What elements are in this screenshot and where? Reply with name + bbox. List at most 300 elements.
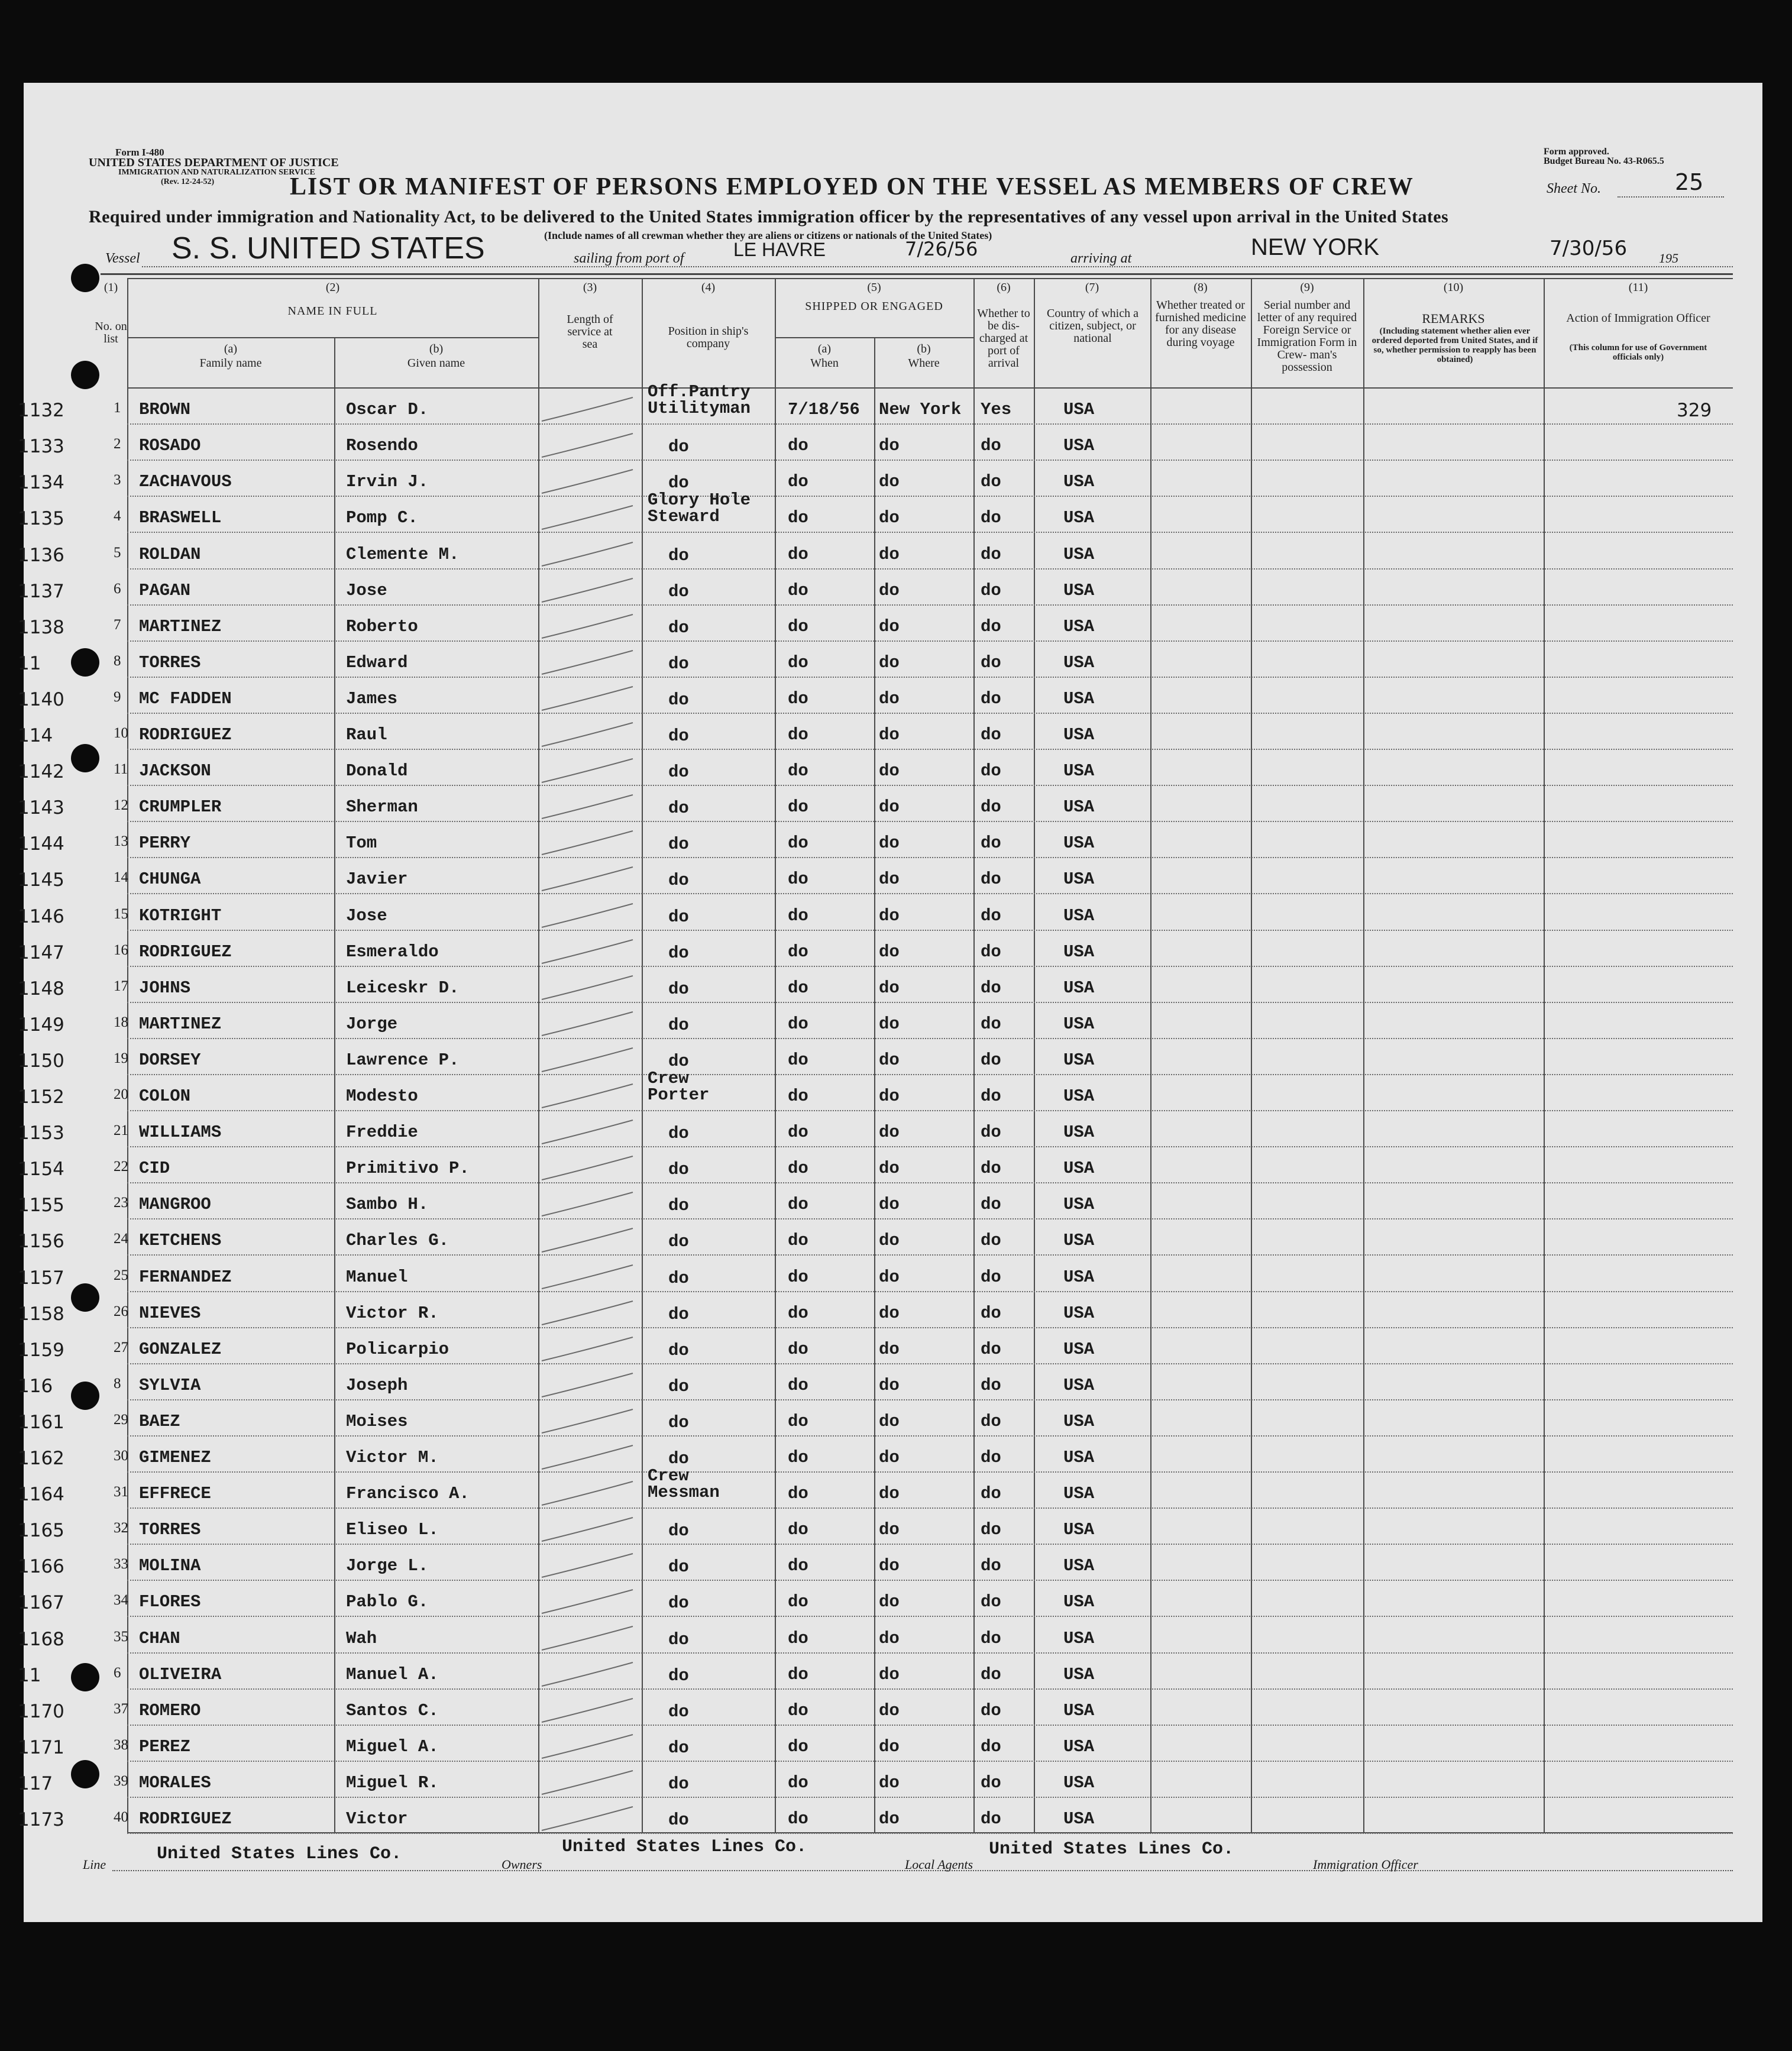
- service-length-mark: [538, 1766, 642, 1801]
- position: do: [668, 690, 689, 710]
- position: do: [668, 834, 689, 855]
- shipped-when: 7/18/56: [788, 400, 860, 420]
- list-number-handwritten: 1142: [18, 761, 64, 783]
- shipped-when: do: [788, 1339, 808, 1359]
- family-name: ROLDAN: [139, 544, 201, 564]
- given-name: Eliseo L.: [346, 1520, 439, 1540]
- line-number: 27: [114, 1339, 128, 1356]
- position: do: [668, 1051, 689, 1071]
- footer-agents-value: United States Lines Co.: [989, 1839, 1234, 1859]
- row-divider: [127, 1652, 1733, 1654]
- position: Steward: [648, 507, 720, 527]
- service-length-mark: [538, 1513, 642, 1548]
- shipped-where: do: [879, 1267, 900, 1287]
- position: do: [668, 654, 689, 674]
- country: USA: [1063, 978, 1095, 998]
- service-length-mark: [538, 1369, 642, 1404]
- line-number: 6: [114, 1664, 121, 1681]
- row-divider: [127, 568, 1733, 570]
- line-number: 31: [114, 1484, 128, 1500]
- shipped-where: do: [879, 1448, 900, 1467]
- family-name: BROWN: [139, 400, 191, 420]
- position: do: [668, 762, 689, 782]
- country: USA: [1063, 797, 1095, 817]
- line-number: 5: [114, 544, 121, 561]
- shipped-when: do: [788, 652, 808, 672]
- country: USA: [1063, 1411, 1095, 1431]
- col7-number: (7): [1085, 281, 1099, 294]
- col10-header: REMARKS: [1422, 311, 1485, 326]
- list-number-handwritten: 1135: [18, 508, 64, 530]
- shipped-where: do: [879, 1159, 900, 1179]
- position: do: [668, 617, 689, 638]
- line-number: 30: [114, 1448, 128, 1464]
- binder-hole: [71, 1382, 99, 1410]
- family-name: NIEVES: [139, 1303, 201, 1323]
- line-number: 8: [114, 652, 121, 669]
- given-name: Manuel A.: [346, 1664, 439, 1684]
- shipped-where: do: [879, 688, 900, 709]
- service-length-mark: [538, 1730, 642, 1765]
- position: do: [668, 1376, 689, 1396]
- family-name: BAEZ: [139, 1411, 180, 1431]
- footer-officer-label: Immigration Officer: [1313, 1857, 1418, 1872]
- list-number-handwritten: 1155: [18, 1195, 64, 1217]
- arriving-label: arriving at: [1070, 251, 1132, 266]
- shipped-when: do: [788, 833, 808, 853]
- line-number: 4: [114, 508, 121, 525]
- discharged: do: [981, 942, 1001, 962]
- col9-number: (9): [1300, 281, 1314, 294]
- country: USA: [1063, 652, 1095, 672]
- service-length-mark: [538, 1658, 642, 1693]
- family-name: EFFRECE: [139, 1484, 211, 1504]
- discharged: do: [981, 544, 1001, 564]
- service-length-mark: [538, 790, 642, 826]
- list-number-handwritten: 1165: [18, 1520, 64, 1542]
- discharged: do: [981, 616, 1001, 636]
- list-number-handwritten: 1157: [18, 1267, 64, 1289]
- row-divider: [127, 1182, 1733, 1183]
- service-length-mark: [538, 1441, 642, 1476]
- shipped-where: do: [879, 1772, 900, 1793]
- shipped-where: do: [879, 436, 900, 456]
- country: USA: [1063, 1809, 1095, 1829]
- shipped-where: do: [879, 544, 900, 564]
- list-number-handwritten: 1147: [18, 942, 64, 963]
- discharged: do: [981, 1592, 1001, 1612]
- country: USA: [1063, 1736, 1095, 1756]
- country: USA: [1063, 1122, 1095, 1143]
- row-divider: [127, 1002, 1733, 1003]
- position: do: [668, 1774, 689, 1794]
- country: USA: [1063, 400, 1095, 420]
- list-number-handwritten: 116: [18, 1375, 53, 1397]
- line-number: 15: [114, 905, 128, 922]
- shipped-when: do: [788, 1736, 808, 1756]
- shipped-when: do: [788, 1484, 808, 1504]
- service-length-mark: [538, 610, 642, 645]
- family-name: COLON: [139, 1086, 191, 1106]
- given-name: Victor: [346, 1809, 408, 1829]
- row-divider: [127, 713, 1733, 714]
- shipped-when: do: [788, 725, 808, 745]
- shipped-where: do: [879, 1628, 900, 1648]
- given-name: Esmeraldo: [346, 942, 439, 962]
- country: USA: [1063, 1014, 1095, 1034]
- country: USA: [1063, 725, 1095, 745]
- col2b-letter: (b): [429, 342, 444, 355]
- service-length-mark: [538, 1549, 642, 1584]
- list-number-handwritten: 1146: [18, 905, 64, 927]
- row-divider: [127, 1218, 1733, 1219]
- line-number: 16: [114, 942, 128, 958]
- shipped-when: do: [788, 544, 808, 564]
- row-divider: [127, 1254, 1733, 1256]
- sheet-number: 25: [1675, 169, 1704, 195]
- country: USA: [1063, 1628, 1095, 1648]
- discharged: do: [981, 1484, 1001, 1504]
- shipped-where: do: [879, 1592, 900, 1612]
- discharged: do: [981, 797, 1001, 817]
- shipped-when: do: [788, 580, 808, 600]
- list-number-handwritten: 1148: [18, 978, 64, 999]
- shipped-where: do: [879, 725, 900, 745]
- family-name: TORRES: [139, 652, 201, 672]
- service-length-mark: [538, 1477, 642, 1512]
- list-number-handwritten: 114: [18, 725, 53, 746]
- list-number-handwritten: 1158: [18, 1303, 64, 1325]
- shipped-where: do: [879, 1014, 900, 1034]
- col5a-letter: (a): [817, 342, 832, 355]
- line-number: 2: [114, 436, 121, 452]
- country: USA: [1063, 1664, 1095, 1684]
- line-number: 18: [114, 1014, 128, 1030]
- row-divider: [127, 1074, 1733, 1075]
- shipped-where: do: [879, 942, 900, 962]
- position: do: [668, 1015, 689, 1035]
- col3-number: (3): [583, 281, 597, 294]
- country: USA: [1063, 616, 1095, 636]
- department-line: UNITED STATES DEPARTMENT OF JUSTICE: [89, 156, 339, 169]
- list-number-handwritten: 1133: [18, 436, 64, 458]
- discharged: do: [981, 652, 1001, 672]
- country: USA: [1063, 1159, 1095, 1179]
- service-length-mark: [538, 1115, 642, 1151]
- country: USA: [1063, 1339, 1095, 1359]
- col10-number: (10): [1443, 281, 1464, 294]
- row-divider: [127, 460, 1733, 461]
- service-length-mark: [538, 501, 642, 536]
- family-name: CID: [139, 1159, 170, 1179]
- shipped-where: do: [879, 1231, 900, 1251]
- position: Utilityman: [648, 399, 751, 419]
- binder-hole: [71, 744, 99, 772]
- shipped-where: do: [879, 1375, 900, 1395]
- year-suffix: 195: [1659, 251, 1678, 266]
- shipped-when: do: [788, 1231, 808, 1251]
- line-number: 24: [114, 1231, 128, 1247]
- given-name: Jose: [346, 905, 387, 926]
- discharged: do: [981, 978, 1001, 998]
- col5-number: (5): [867, 281, 881, 294]
- shipped-where: do: [879, 1484, 900, 1504]
- position: do: [668, 545, 689, 565]
- family-name: SYLVIA: [139, 1375, 201, 1395]
- list-number-handwritten: 1132: [18, 400, 64, 422]
- list-number-handwritten: 1150: [18, 1050, 64, 1072]
- shipped-where: do: [879, 1411, 900, 1431]
- col1-header: No. on list: [95, 320, 127, 345]
- discharged: do: [981, 580, 1001, 600]
- family-name: MOLINA: [139, 1556, 201, 1576]
- shipped-when: do: [788, 508, 808, 528]
- family-name: JACKSON: [139, 761, 211, 781]
- col10-note: (Including statement whether alien ever ordered deported from United States, and if so, whether permission to reapply has been obtained): [1372, 326, 1538, 364]
- shipped-where: do: [879, 1303, 900, 1323]
- shipped-where: do: [879, 652, 900, 672]
- list-number-handwritten: 1166: [18, 1556, 64, 1578]
- shipped-when: do: [788, 761, 808, 781]
- list-number-handwritten: 1162: [18, 1448, 64, 1469]
- service-length-mark: [538, 1043, 642, 1079]
- discharged: do: [981, 1520, 1001, 1540]
- family-name: PERRY: [139, 833, 191, 853]
- row-divider: [127, 1399, 1733, 1400]
- given-name: Victor M.: [346, 1448, 439, 1467]
- given-name: Policarpio: [346, 1339, 449, 1359]
- country: USA: [1063, 1484, 1095, 1504]
- service-length-mark: [538, 826, 642, 862]
- sail-date: 7/26/56: [905, 238, 978, 260]
- country: USA: [1063, 1195, 1095, 1215]
- list-number-handwritten: 1144: [18, 833, 64, 855]
- given-name: Manuel: [346, 1267, 408, 1287]
- col1-number: (1): [103, 281, 118, 294]
- shipped-where: do: [879, 1122, 900, 1143]
- row-divider: [127, 1580, 1733, 1581]
- shipped-where: do: [879, 1556, 900, 1576]
- row-divider: [127, 1761, 1733, 1762]
- discharged: do: [981, 1086, 1001, 1106]
- position: do: [668, 1593, 689, 1613]
- col11-note: (This column for use of Government officials only): [1569, 343, 1707, 362]
- col11-number: (11): [1628, 281, 1648, 294]
- shipped-when: do: [788, 1556, 808, 1576]
- line-number: 10: [114, 725, 128, 741]
- shipped-where: do: [879, 508, 900, 528]
- list-number-handwritten: 1136: [18, 544, 64, 566]
- row-divider: [127, 785, 1733, 786]
- country: USA: [1063, 544, 1095, 564]
- given-name: Clemente M.: [346, 544, 460, 564]
- position: do: [668, 726, 689, 746]
- col11-header: Action of Immigration Officer: [1566, 312, 1710, 325]
- shipped-when: do: [788, 797, 808, 817]
- line-number: 1: [114, 400, 121, 416]
- shipped-when: do: [788, 942, 808, 962]
- position: do: [668, 798, 689, 819]
- line-number: 38: [114, 1736, 128, 1753]
- service-length-mark: [538, 682, 642, 717]
- family-name: PEREZ: [139, 1736, 191, 1756]
- officer-action: 329: [1677, 400, 1712, 422]
- family-name: JOHNS: [139, 978, 191, 998]
- position: do: [668, 1268, 689, 1288]
- position: do: [668, 581, 689, 601]
- country: USA: [1063, 1592, 1095, 1612]
- position-line1: Crew: [648, 1466, 689, 1486]
- shipped-when: do: [788, 1050, 808, 1070]
- country: USA: [1063, 869, 1095, 889]
- shipped-where: do: [879, 1664, 900, 1684]
- given-name: Miguel A.: [346, 1736, 439, 1756]
- discharged: do: [981, 1339, 1001, 1359]
- shipped-when: do: [788, 1159, 808, 1179]
- country: USA: [1063, 1086, 1095, 1106]
- service-length-mark: [538, 1296, 642, 1332]
- shipped-where: do: [879, 580, 900, 600]
- country: USA: [1063, 580, 1095, 600]
- discharged: do: [981, 1014, 1001, 1034]
- include-note: (Include names of all crewman whether they are aliens or citizens or nationals of the United States): [544, 229, 992, 241]
- family-name: CRUMPLER: [139, 797, 222, 817]
- discharged: do: [981, 1159, 1001, 1179]
- port-from: LE HAVRE: [733, 239, 826, 260]
- given-name: Raul: [346, 725, 387, 745]
- row-divider: [127, 423, 1733, 425]
- discharged: do: [981, 472, 1001, 492]
- service-length-mark: [538, 574, 642, 609]
- country: USA: [1063, 508, 1095, 528]
- given-name: Roberto: [346, 616, 418, 636]
- col4-header: Position in ship's company: [668, 325, 749, 350]
- line-number: 32: [114, 1520, 128, 1536]
- country: USA: [1063, 1303, 1095, 1323]
- service-length-mark: [538, 1079, 642, 1115]
- col2-header: NAME IN FULL: [287, 305, 378, 318]
- list-number-handwritten: 1167: [18, 1592, 64, 1614]
- shipped-where: do: [879, 1195, 900, 1215]
- form-number: Form I-480: [115, 147, 164, 158]
- col5a-header: When: [810, 357, 839, 370]
- shipped-when: do: [788, 1411, 808, 1431]
- binder-hole: [71, 1760, 99, 1788]
- service-length-mark: [538, 935, 642, 970]
- row-divider: [127, 1146, 1733, 1147]
- country: USA: [1063, 905, 1095, 926]
- position: do: [668, 979, 689, 999]
- shipped-where: do: [879, 978, 900, 998]
- given-name: Leiceskr D.: [346, 978, 460, 998]
- position: do: [668, 1810, 689, 1830]
- line-number: 11: [114, 761, 128, 778]
- position: do: [668, 1665, 689, 1686]
- shipped-when: do: [788, 1267, 808, 1287]
- row-divider: [127, 496, 1733, 497]
- service-length-mark: [538, 465, 642, 500]
- line-number: 29: [114, 1411, 128, 1428]
- family-name: BRASWELL: [139, 508, 222, 528]
- list-number-handwritten: 1168: [18, 1628, 64, 1650]
- discharged: do: [981, 1195, 1001, 1215]
- footer-owners-value: United States Lines Co.: [562, 1837, 807, 1857]
- binder-hole: [71, 1663, 99, 1691]
- footer-owners-label: Owners: [502, 1857, 542, 1872]
- country: USA: [1063, 761, 1095, 781]
- family-name: ROSADO: [139, 436, 201, 456]
- service-length-mark: [538, 1585, 642, 1620]
- service-length-mark: [538, 1224, 642, 1259]
- row-divider: [127, 893, 1733, 894]
- shipped-where: do: [879, 833, 900, 853]
- discharged: do: [981, 761, 1001, 781]
- family-name: MARTINEZ: [139, 616, 222, 636]
- row-divider: [127, 532, 1733, 533]
- given-name: Sambo H.: [346, 1195, 429, 1215]
- family-name: FERNANDEZ: [139, 1267, 232, 1287]
- shipped-when: do: [788, 1700, 808, 1720]
- manifest-sheet: [18, 83, 1762, 1922]
- position: do: [668, 871, 689, 891]
- family-name: PAGAN: [139, 580, 191, 600]
- shipped-when: do: [788, 1448, 808, 1467]
- list-number-handwritten: 11: [18, 1664, 41, 1686]
- given-name: Jorge: [346, 1014, 398, 1034]
- col4-number: (4): [701, 281, 716, 294]
- footer-agents-label: Local Agents: [905, 1857, 973, 1872]
- shipped-where: New York: [879, 400, 962, 420]
- list-number-handwritten: 1159: [18, 1339, 64, 1361]
- col2b-header: Given name: [407, 357, 465, 370]
- list-number-handwritten: 1137: [18, 580, 64, 602]
- service-length-mark: [538, 1694, 642, 1729]
- discharged: Yes: [981, 400, 1012, 420]
- family-name: CHAN: [139, 1628, 180, 1648]
- service-length-mark: [538, 429, 642, 464]
- service-length-mark: [538, 1802, 642, 1838]
- list-number-handwritten: 1152: [18, 1086, 64, 1108]
- given-name: Donald: [346, 761, 408, 781]
- discharged: do: [981, 508, 1001, 528]
- shipped-where: do: [879, 1050, 900, 1070]
- line-number: 6: [114, 580, 121, 597]
- shipped-when: do: [788, 1628, 808, 1648]
- row-divider: [127, 1507, 1733, 1509]
- discharged: do: [981, 436, 1001, 456]
- list-number-handwritten: 1153: [18, 1122, 64, 1144]
- shipped-when: do: [788, 1303, 808, 1323]
- shipped-when: do: [788, 472, 808, 492]
- row-divider: [127, 1725, 1733, 1726]
- position: do: [668, 1160, 689, 1180]
- family-name: CHUNGA: [139, 869, 201, 889]
- col6-number: (6): [997, 281, 1011, 294]
- col2a-header: Family name: [199, 357, 262, 370]
- family-name: OLIVEIRA: [139, 1664, 222, 1684]
- country: USA: [1063, 1375, 1095, 1395]
- country: USA: [1063, 1231, 1095, 1251]
- given-name: Freddie: [346, 1122, 418, 1143]
- given-name: Wah: [346, 1628, 377, 1648]
- given-name: Santos C.: [346, 1700, 439, 1720]
- row-divider: [127, 1797, 1733, 1798]
- form-revision: (Rev. 12-24-52): [161, 177, 215, 186]
- family-name: MANGROO: [139, 1195, 211, 1215]
- list-number-handwritten: 1156: [18, 1231, 64, 1253]
- line-number: 34: [114, 1592, 128, 1609]
- discharged: do: [981, 1267, 1001, 1287]
